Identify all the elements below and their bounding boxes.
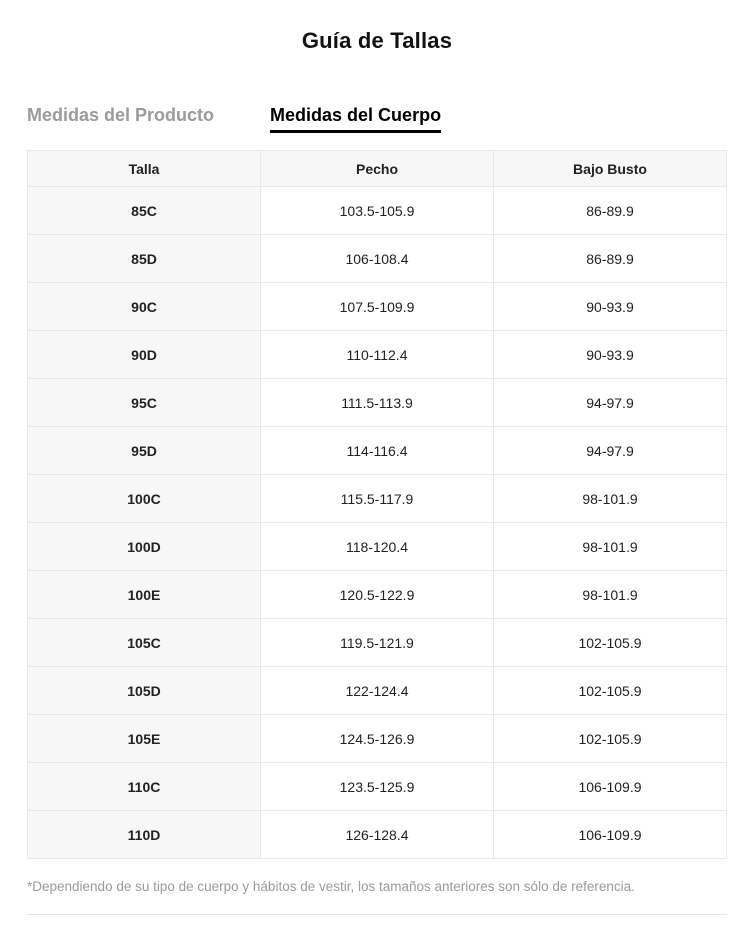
size-cell: 85D [28,235,261,283]
table-row [28,571,727,619]
size-cell: 105C [28,619,261,667]
measure-cell: 107.5-109.9 [261,283,494,331]
size-cell: 110C [28,763,261,811]
size-cell: 90D [28,331,261,379]
table-row [28,427,727,475]
measure-cell: 86-89.9 [494,187,727,235]
column-header-bajo-busto: Bajo Busto [494,151,727,187]
measure-cell: 106-108.4 [261,235,494,283]
measure-cell: 124.5-126.9 [261,715,494,763]
measure-cell: 123.5-125.9 [261,763,494,811]
measure-cell: 98-101.9 [494,475,727,523]
measure-cell: 120.5-122.9 [261,571,494,619]
table-row [28,811,727,859]
tab-medidas-del-producto[interactable]: Medidas del Producto [27,105,215,125]
measure-cell: 90-93.9 [494,283,727,331]
measure-cell: 114-116.4 [261,427,494,475]
size-cell: 95D [28,427,261,475]
size-cell: 85C [28,187,261,235]
table-header-row [28,151,727,187]
table-row [28,763,727,811]
size-cell: 100C [28,475,261,523]
table-row [28,379,727,427]
table-row [28,715,727,763]
measure-cell: 94-97.9 [494,379,727,427]
measure-cell: 110-112.4 [261,331,494,379]
measure-cell: 98-101.9 [494,523,727,571]
size-cell: 90C [28,283,261,331]
size-table-head [28,151,727,187]
measure-cell: 115.5-117.9 [261,475,494,523]
size-table [27,150,727,859]
size-cell: 105E [28,715,261,763]
bottom-divider [27,914,727,915]
measure-cell: 86-89.9 [494,235,727,283]
table-row [28,187,727,235]
table-row [28,235,727,283]
measure-cell: 102-105.9 [494,667,727,715]
table-row [28,619,727,667]
measure-cell: 90-93.9 [494,331,727,379]
column-header-pecho: Pecho [261,151,494,187]
measure-tabs [27,104,727,133]
size-cell: 110D [28,811,261,859]
size-cell: 100D [28,523,261,571]
column-header-talla: Talla [28,151,261,187]
measure-cell: 102-105.9 [494,619,727,667]
table-row [28,283,727,331]
tab-medidas-del-cuerpo[interactable]: Medidas del Cuerpo [270,104,441,133]
size-cell: 105D [28,667,261,715]
table-row [28,667,727,715]
table-row [28,331,727,379]
reference-note: *Dependiendo de su tipo de cuerpo y hábitos de vestir, los tamaños anteriores son sólo de referencia. [27,879,635,894]
size-table-body [28,187,727,859]
measure-cell: 102-105.9 [494,715,727,763]
page-title: Guía de Tallas [301,28,453,53]
size-cell: 100E [28,571,261,619]
size-cell: 95C [28,379,261,427]
measure-cell: 103.5-105.9 [261,187,494,235]
measure-cell: 122-124.4 [261,667,494,715]
measure-cell: 94-97.9 [494,427,727,475]
measure-cell: 98-101.9 [494,571,727,619]
measure-cell: 126-128.4 [261,811,494,859]
table-row [28,475,727,523]
measure-cell: 119.5-121.9 [261,619,494,667]
measure-cell: 106-109.9 [494,811,727,859]
table-row [28,523,727,571]
measure-cell: 111.5-113.9 [261,379,494,427]
measure-cell: 118-120.4 [261,523,494,571]
measure-cell: 106-109.9 [494,763,727,811]
